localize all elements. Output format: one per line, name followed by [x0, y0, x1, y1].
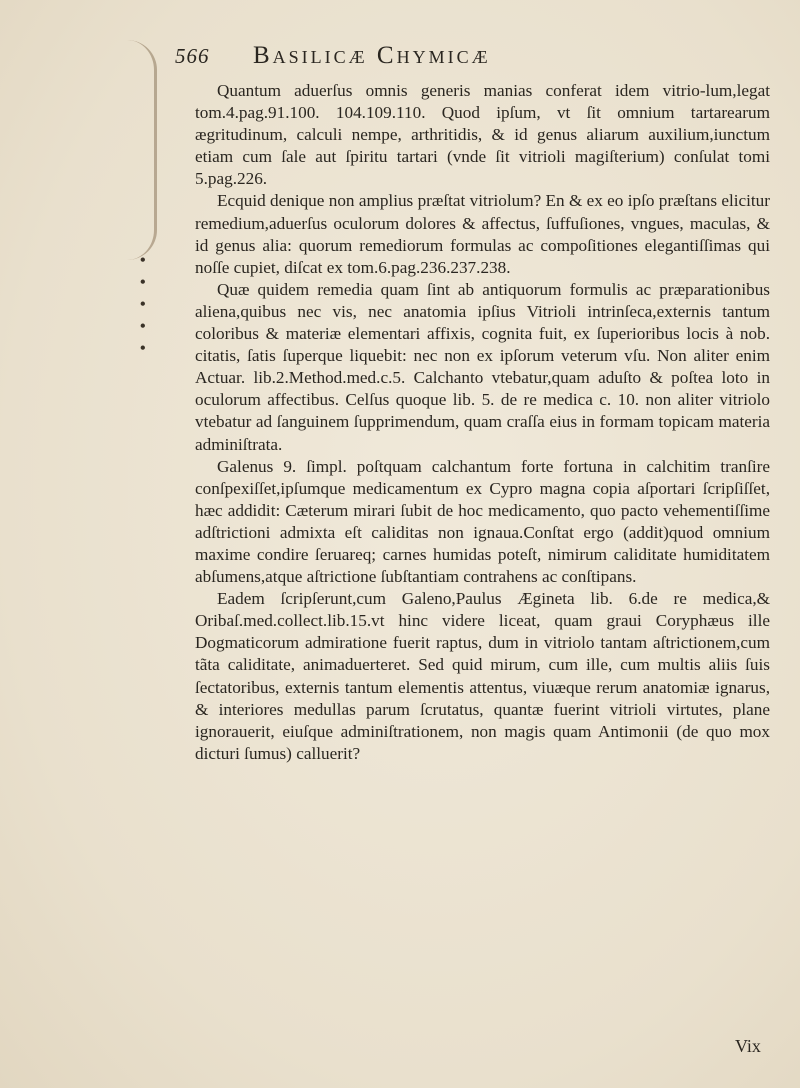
margin-marks [140, 250, 164, 360]
margin-mark: • [140, 252, 146, 269]
catchword: Vix [735, 1036, 761, 1056]
margin-mark: • [140, 296, 146, 313]
body-text [195, 80, 770, 765]
running-head: Basilicæ Chymicæ [253, 42, 491, 69]
margin-mark: • [140, 318, 146, 335]
margin-mark: • [140, 274, 146, 291]
paragraph: Galenus 9. ſimpl. poſtquam calchantum forte fortuna in calchitim tranſire conſpexiſſet,ipſumque medicamentum ex Cypro magna copia aſportari ſcripſiſſet, hæc addidit: Cæterum mirari ſubit de hoc medicamento, quo pacto vehementiſſime adſtrictioni admixta eſt caliditas non ignaua.Conſtat ergo (addit)quod omnium maxime condire ſeruareq; carnes humidas poteſt, nimirum caliditate humiditatem abſumens,atque aſtrictione ſubſtantiam contrahens ac conſtipans. [195, 456, 770, 587]
page-header [175, 44, 735, 74]
page-number: 566 [175, 44, 210, 68]
paragraph: Ecquid denique non amplius præſtat vitriolum? En & ex eo ipſo præſtans elicitur remedium,aduerſus oculorum dolores & affectus, ſuffuſiones, vngues, maculas, & id genus alia: quorum remediorum formulas ac compoſitiones elegantiſſimas qui noſſe cupiet, diſcat ex tom.6.pag.236.237.238. [195, 191, 770, 277]
paragraph: Quæ quidem remedia quam ſint ab antiquorum formulis ac præparationibus aliena,quibus nec vis, nec anatomia ipſius Vitrioli intrinſeca,externis tantum coloribus & materiæ elementari affixis, cognita fuit, ex ſuperioribus locis à nob. citatis, ſatis ſuperque liquebit: nec non ex ipſorum veterum vſu. Non aliter enim Actuar. lib.2.Method.med.c.5. Calchanto vtebatur,quam aduſto & poſtea loto in oculorum affectibus. Celſus quoque lib. 5. de re medica c. 10. non aliter vitriolo vtebatur ad ſanguinem ſupprimendum, quam craſſa eius in formam topicam materia adminiſtrata. [195, 279, 770, 454]
page-edge-stain [110, 40, 157, 260]
margin-mark: • [140, 340, 146, 357]
paragraph: Eadem ſcripſerunt,cum Galeno,Paulus Ægineta lib. 6.de re medica,& Oribaſ.med.collect.lib.15.vt hinc videre liceat, quam graui Coryphæus ille Dogmaticorum admiratione fuerit raptus, dum in vitriolo tantam aſtrictionem,cum tãta caliditate, animaduerteret. Sed quid mirum, cum ille, cum multis aliis ſuis ſectatoribus, externis tantum elementis attentus, viuæque rerum anatomiæ ignarus, & interiores medullas parum ſcrutatus, quantæ fuerint vitrioli virtutes, plane ignorauerit, eiuſque adminiſtrationem, non magis quam Antimonii (de quo mox dicturi ſumus) calluerit? [195, 589, 770, 763]
paragraph: Quantum aduerſus omnis generis manias conferat idem vitrio-lum,legat tom.4.pag.91.100. 104.109.110. Quod ipſum, vt ſit omnium tartarearum ægritudinum, calculi nempe, arthritidis, & id genus aliarum auxilium,iunctum etiam cum ſale aut ſpiritu tartari (vnde ſit vitrioli magiſterium) conſulat tomi 5.pag.226. [195, 81, 770, 189]
